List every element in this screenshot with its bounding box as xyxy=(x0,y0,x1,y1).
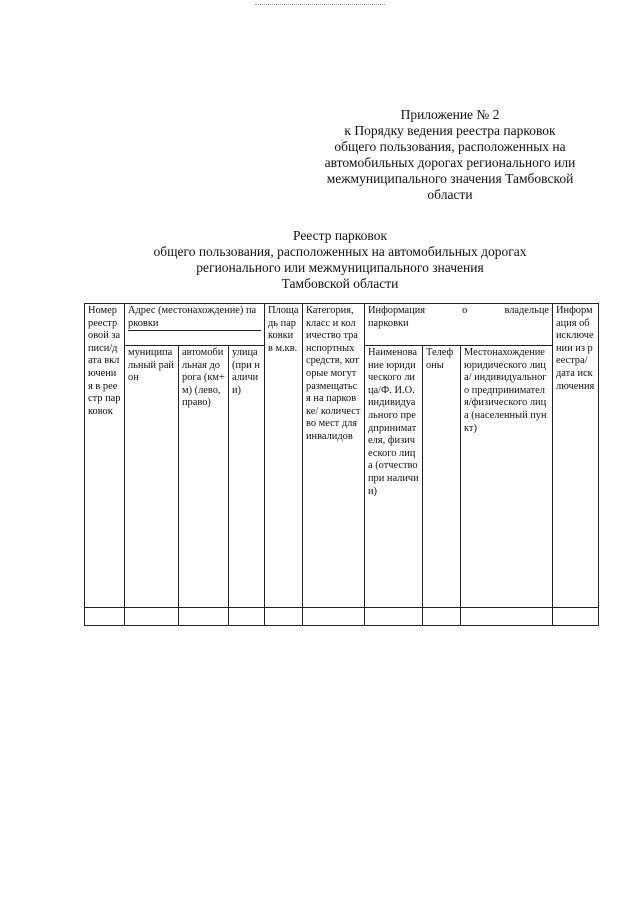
header-municipal-district: муниципальный район xyxy=(125,346,179,608)
table-cell xyxy=(303,608,365,626)
header-road: автомобильная дорога (км+м) (лево, право) xyxy=(179,346,229,608)
registry-title xyxy=(60,228,620,292)
appendix-line: общего пользования, расположенных на xyxy=(334,139,566,154)
table-cell xyxy=(365,608,423,626)
header-exclusion: Информация об исключении из реестра/ дата исключения xyxy=(553,304,599,608)
table-cell xyxy=(553,608,599,626)
owner-group-tail: парковки xyxy=(368,317,409,329)
registry-table xyxy=(84,303,599,626)
appendix-line: автомобильных дорогах регионального или xyxy=(324,155,576,170)
table-row xyxy=(85,608,599,626)
header-address-label: Адрес (местонахождение) парковки xyxy=(128,305,261,331)
scan-artifact xyxy=(255,4,385,7)
table-cell xyxy=(461,608,553,626)
table-cell xyxy=(125,608,179,626)
registry-title-line: Тамбовской области xyxy=(281,276,399,291)
table-cell xyxy=(265,608,303,626)
registry-title-line: общего пользования, расположенных на автомобильных дорогах xyxy=(153,244,527,259)
header-owner-group xyxy=(365,304,553,346)
appendix-header xyxy=(300,107,600,203)
header-street: улица (при наличии) xyxy=(229,346,265,608)
table-cell xyxy=(85,608,125,626)
appendix-line: области xyxy=(427,187,473,202)
appendix-line: межмуниципального значения Тамбовской xyxy=(326,171,574,186)
owner-group-word: владельце xyxy=(504,305,549,316)
appendix-line: к Порядку ведения реестра парковок xyxy=(344,123,556,138)
owner-group-word: Информация xyxy=(368,305,426,316)
header-number: Номер реестровой записи/дата включения в реестр парковок xyxy=(85,304,125,608)
header-area: Площадь парковки в м.кв. xyxy=(265,304,303,608)
header-owner-location: Местонахождение юридического лица/ индивидуального предпринимателя/физического лица (населенный пункт) xyxy=(461,346,553,608)
header-category: Категория, класс и количество транспортных средств, которые могут размещаться на парковке/ количество мест для инвалидов xyxy=(303,304,365,608)
table-cell xyxy=(423,608,461,626)
appendix-line: Приложение № 2 xyxy=(400,107,500,122)
registry-title-line: Реестр парковок xyxy=(292,228,387,243)
registry-title-line: регионального или межмуниципального значения xyxy=(196,260,484,275)
table-cell xyxy=(229,608,265,626)
header-owner-name: Наименование юридического лица/Ф. И.О. индивидуального предпринимателя, физического лица (отчество при наличии) xyxy=(365,346,423,608)
owner-group-word: о xyxy=(462,305,468,316)
header-address-group xyxy=(125,304,265,346)
header-phones: Телефоны xyxy=(423,346,461,608)
table-cell xyxy=(179,608,229,626)
owner-group-line xyxy=(368,305,549,318)
